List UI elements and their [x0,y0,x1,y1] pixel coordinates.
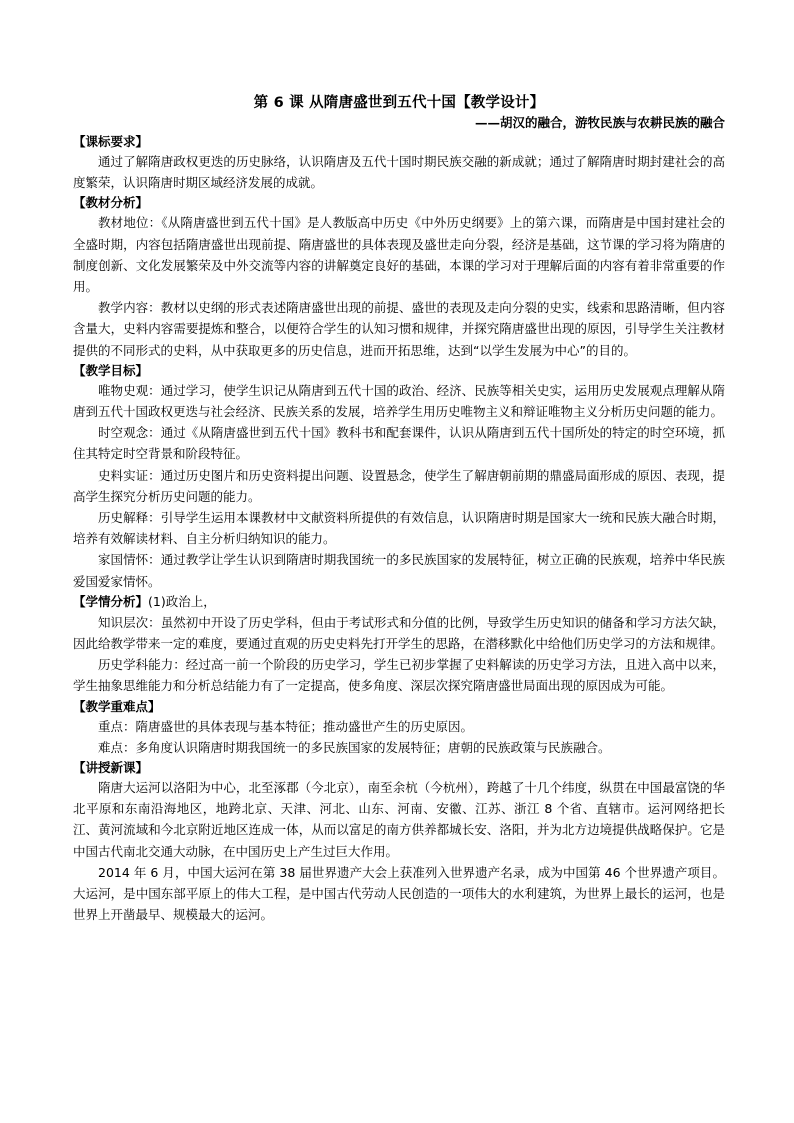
paragraph: 史料实证：通过历史图片和历史资料提出问题、设置悬念，使学生了解唐朝前期的鼎盛局面形成的原因、表现，提高学生探究分析历史问题的能力。 [73,467,725,504]
section-heading-label: 【学情分析】 [73,593,149,609]
paragraph: 知识层次：虽然初中开设了历史学科，但由于考试形式和分值的比例，导致学生历史知识的储备和学习方法欠缺，因此给教学带来一定的难度，要通过直观的历史史料先打开学生的思路，在潜移默化中给他们历史学习的方法和规律。 [73,614,725,652]
section-heading-learner-analysis [73,592,725,612]
paragraph: 重点：隋唐盛世的具体表现与基本特征；推动盛世产生的历史原因。 [98,718,474,734]
section-heading-suffix: (1)政治上， [148,593,216,609]
paragraph: 历史解释：引导学生运用本课教材中文献资料所提供的有效信息，认识隋唐时期是国家大一统和民族大融合时期，培养有效解读材料、自主分析归纳知识的能力。 [73,510,725,547]
paragraph: 教材地位：《从隋唐盛世到五代十国》是人教版高中历史《中外历史纲要》上的第六课，而隋唐是中国封建社会的全盛时期，内容包括隋唐盛世出现前提、隋唐盛世的具体表现及盛世走向分裂，经济是基础，这节课的学习将为隋唐的制度创新、文化发展繁荣及中外交流等内容的讲解奠定良好的基础，本课的学习对于理解后面的内容有着非常重要的作用。 [73,215,725,295]
paragraph: 难点：多角度认识隋唐时期我国统一的多民族国家的发展特征；唐朝的民族政策与民族融合。 [98,739,611,755]
paragraph: 唯物史观：通过学习，使学生识记从隋唐到五代十国的政治、经济、民族等相关史实，运用历史发展观点理解从隋唐到五代十国政权更迭与社会经济、民族关系的发展，培养学生用历史唯物主义和辩证唯物主义分析历史问题的能力。 [73,382,725,420]
paragraph: 时空观念：通过《从隋唐盛世到五代十国》教科书和配套课件，认识从隋唐到五代十国所处的特定的时空环境，抓住其特定时空背景和阶段特征。 [73,425,725,462]
paragraph: 通过了解隋唐政权更迭的历史脉络，认识隋唐及五代十国时期民族交融的新成就；通过了解隋唐时期封建社会的高度繁荣，认识隋唐时期区域经济发展的成就。 [73,154,725,191]
document-subtitle: ——胡汉的融合，游牧民族与农耕民族的融合 [474,115,725,130]
paragraph: 隋唐大运河以洛阳为中心，北至涿郡（今北京），南至余杭（今杭州），跨越了十几个纬度，纵贯在中国最富饶的华北平原和东南沿海地区，地跨北京、天津、河北、山东、河南、安徽、江苏、浙江 8 个省、直辖市。运河网络把长江、黄河流域和今北京附近地区连成一体，从而以富足的南方供养都城长安、洛阳，并为北方边境提供战略保护。它是中国古代南北交通大动脉，在中国历史上产生过巨大作用。 [73,780,725,859]
section-heading-curriculum: 【课标要求】 [73,134,149,149]
document-title: 第 6 课 从隋唐盛世到五代十国【教学设计】 [253,95,545,111]
section-heading-new-lesson: 【讲授新课】 [73,760,149,776]
paragraph: 2014 年 6 月，中国大运河在第 38 届世界遗产大会上获准列入世界遗产名录，成为中国第 46 个世界遗产项目。大运河，是中国东部平原上的伟大工程，是中国古代劳动人民创造的一项伟大的水利建筑，为世界上最长的运河，也是世界上开凿最早、规模最大的运河。 [73,864,725,923]
section-heading-key-points: 【教学重难点】 [73,698,161,714]
section-heading-teaching-goals: 【教学目标】 [73,362,149,378]
paragraph: 历史学科能力：经过高一前一个阶段的历史学习，学生已初步掌握了史料解读的历史学习方法，且进入高中以来，学生抽象思维能力和分析总结能力有了一定提高，使多角度、深层次探究隋唐盛世局面出现的原因成为可能。 [73,657,725,694]
document-page [73,93,725,926]
section-heading-textbook-analysis: 【教材分析】 [73,195,149,211]
paragraph: 家国情怀：通过教学让学生认识到隋唐时期我国统一的多民族国家的发展特征，树立正确的民族观，培养中华民族爱国爱家情怀。 [73,552,725,589]
paragraph: 教学内容：教材以史纲的形式表述隋唐盛世出现的前提、盛世的表现及走向分裂的史实，线索和思路清晰，但内容含量大，史料内容需要提炼和整合，以便符合学生的认知习惯和规律，并探究隋唐盛世出现的原因，引导学生关注教材提供的不同形式的史料，从中获取更多的历史信息，进而开拓思维，达到“以学生发展为中心”的目的。 [73,300,725,358]
